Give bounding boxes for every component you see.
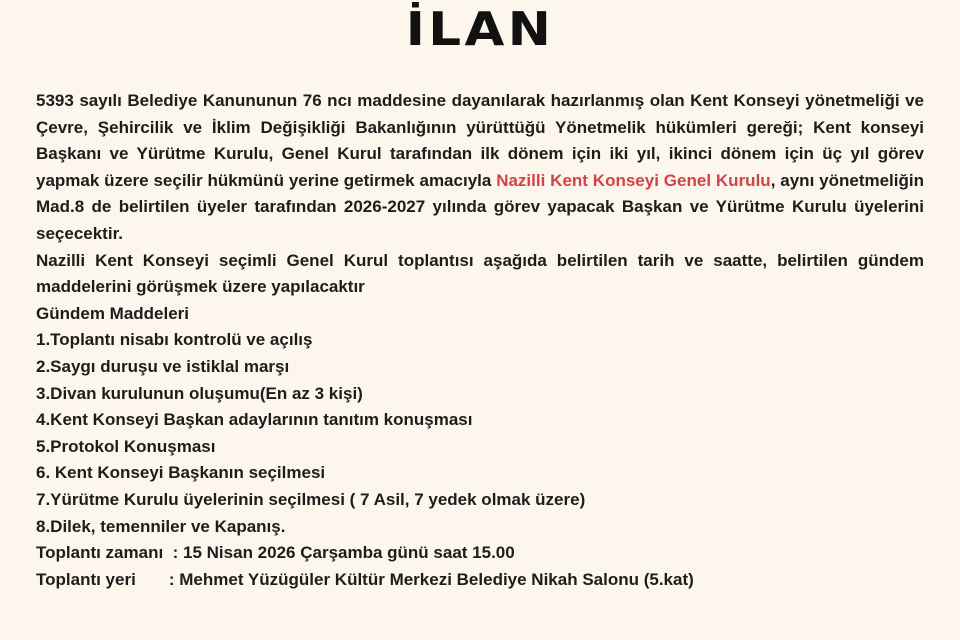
agenda-item: 3.Divan kurulunun oluşumu(En az 3 kişi) (36, 383, 363, 403)
meeting-time-value: : 15 Nisan 2026 Çarşamba günü saat 15.00 (172, 543, 515, 563)
agenda-item: 1.Toplantı nisabı kontrolü ve açılış (36, 330, 313, 350)
meeting-paragraph: Nazilli Kent Konseyi seçimli Genel Kurul toplantısı aşağıda belirtilen tarih ve saatte, belirtilen gündem maddelerini görüşmek üzere yapılacaktır (36, 250, 924, 297)
agenda-item: 8.Dilek, temenniler ve Kapanış. (36, 516, 286, 536)
meeting-place (36, 567, 924, 594)
meeting-place-value: : Mehmet Yüzügüler Kültür Merkezi Belediye Nikah Salonu (5.kat) (168, 569, 694, 589)
intro-text-part2: , aynı yönetmeliğin Mad.8 de belirtilen üyeler tarafından 2026-2027 yılında görev yapacak Başkan ve Yürütme Kurulu üyelerini seçecektir. (36, 170, 924, 243)
agenda-item: 2.Saygı duruşu ve istiklal marşı (36, 356, 290, 376)
agenda-item: 7.Yürütme Kurulu üyelerinin seçilmesi ( 7 Asil, 7 yedek olmak üzere) (36, 489, 586, 509)
meeting-time-label: Toplantı zamanı (36, 543, 173, 563)
intro-text-part1: 5393 sayılı Belediye Kanununun 76 ncı maddesine dayanılarak hazırlanmış olan Kent Konseyi yönetmeliği ve Çevre, Şehircilik ve İklim Değişikliği Bakanlığının yürüttüğü Yönetmelik hükümleri gereği; Kent konseyi Başkanı ve Yürütme Kurulu, Genel Kurul tarafından ilk dönem için iki yıl, ikinci dönem için üç yıl görev yapmak üzere seçilir hükmünü yerine getirmek amacıyla (36, 91, 924, 190)
announcement-title: İLAN (405, 2, 555, 56)
meeting-place-label: Toplantı yeri (36, 569, 169, 589)
meeting-time (36, 540, 924, 567)
intro-paragraph (36, 88, 924, 248)
council-name-highlight: Nazilli Kent Konseyi Genel Kurulu (496, 170, 771, 190)
agenda-item: 4.Kent Konseyi Başkan adaylarının tanıtım konuşması (36, 410, 473, 430)
agenda-item: 5.Protokol Konuşması (36, 436, 216, 456)
agenda-list (36, 327, 924, 540)
announcement-body (36, 88, 924, 593)
agenda-item: 6. Kent Konseyi Başkanın seçilmesi (36, 463, 326, 483)
agenda-heading: Gündem Maddeleri (36, 303, 190, 323)
